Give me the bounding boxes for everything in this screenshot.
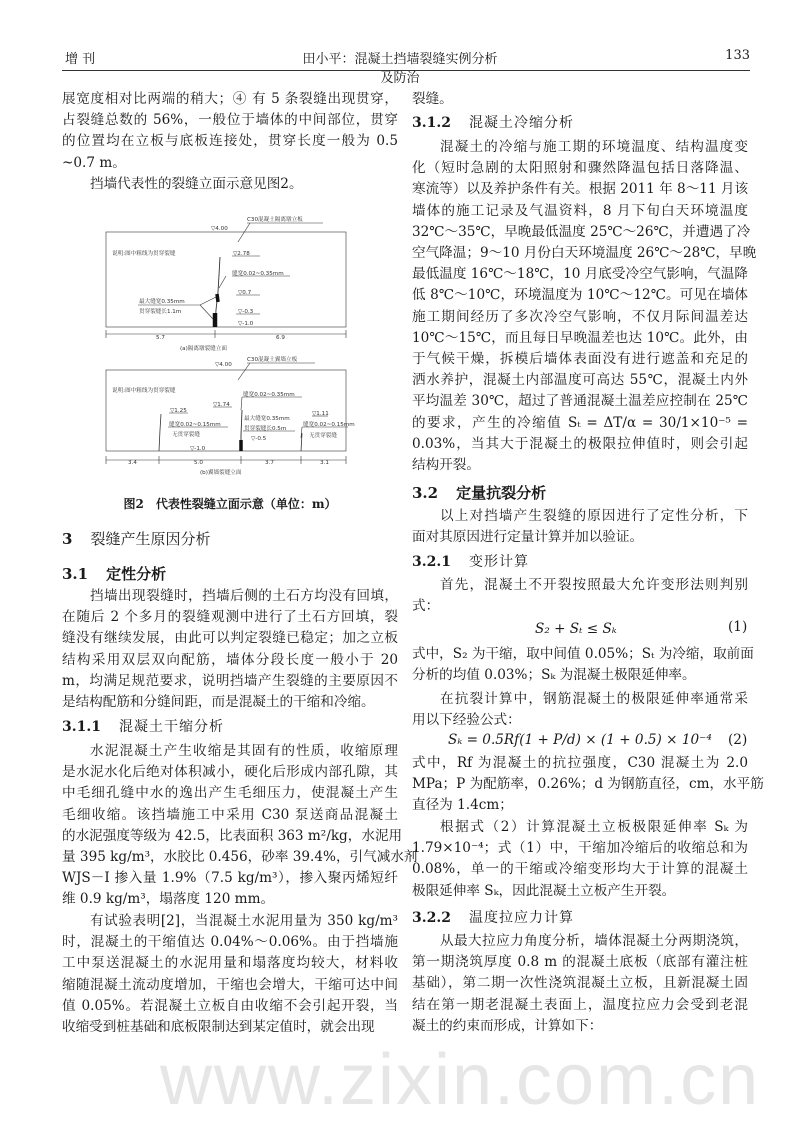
panel-caption: (b)翼墙裂缝立面 bbox=[200, 470, 242, 476]
crack-note-label: 无贯穿裂缝 bbox=[309, 433, 337, 439]
text-line: 第一期浇筑厚度 0.8 m 的混凝土底板（底部有灌注桩 bbox=[412, 954, 748, 971]
section-number: 3 bbox=[62, 530, 73, 548]
paragraph bbox=[62, 911, 398, 1038]
subsection-heading bbox=[412, 482, 546, 503]
dimension-label: 5.0 bbox=[194, 460, 203, 466]
crack-width-label: 缝宽0.02~0.35mm bbox=[243, 392, 295, 398]
text-line: 凝土的约束而形成，计算如下： bbox=[412, 1017, 603, 1034]
elevation-label: ▽1.11 bbox=[312, 411, 329, 417]
text-line: 是结构配筋和分缝间距，而是混凝土的干缩和冷缩。 bbox=[62, 694, 375, 711]
text-line: 在随后 2 个多月的裂缝观测中进行了土石方回填，裂 bbox=[62, 609, 398, 626]
callout-label: C30混凝土翼墙立板 bbox=[247, 357, 298, 363]
paragraph bbox=[412, 689, 748, 731]
elevation-label: ▽1.74 bbox=[213, 402, 230, 408]
text-line: 中毛细孔缝中水的逸出产生毛细压力，使混凝土产生 bbox=[62, 785, 398, 802]
text-line: 有试验表明[2]，当混凝土水泥用量为 350 kg/m³ bbox=[90, 913, 398, 929]
figure-caption: 图2 代表性裂缝立面示意（单位：m） bbox=[123, 497, 337, 511]
leader-line bbox=[238, 363, 250, 380]
text-line: 的水泥强度等级为 42.5，比表面积 363 m²/kg，水泥用 bbox=[62, 827, 403, 844]
crack-note-label: 无贯穿裂缝 bbox=[172, 432, 200, 438]
callout-label: C30混凝土隔离墩立板 bbox=[247, 217, 303, 223]
section-title: 变形计算 bbox=[468, 554, 529, 570]
text-line: 根据式（2）计算混凝土立板极限延伸率 Sₖ 为 bbox=[440, 819, 748, 835]
panel-caption: (a)隔离墩裂缝立面 bbox=[180, 346, 227, 352]
text-line: 0.08%，单一的干缩或冷缩变形均大于计算的混凝土 bbox=[412, 861, 748, 878]
text-line: 缝没有继续发展，由此可以判定裂缝已稳定；加之立板 bbox=[62, 630, 398, 647]
section-heading bbox=[62, 528, 210, 549]
elevation-label: ▽0.7 bbox=[238, 290, 252, 296]
paragraph bbox=[412, 817, 748, 902]
text-line: 低 8℃～10℃，环境温度为 10℃～12℃。可见在墙体 bbox=[412, 287, 748, 304]
text-line: 展宽度相对比两端的稍大；④ 有 5 条裂缝出现贯穿， bbox=[62, 91, 398, 107]
crack-line bbox=[159, 414, 161, 451]
elevation-label: ▽-0.5 bbox=[251, 436, 267, 442]
elevation-label: ▽-1.0 bbox=[238, 321, 254, 327]
equation-1: S₂ + Sₜ ≤ Sₖ bbox=[535, 621, 617, 637]
elevation-label: ▽1.25 bbox=[170, 408, 187, 414]
running-title: 田小平：混凝土挡墙裂缝实例分析及防治 bbox=[302, 52, 498, 86]
text-line: 直径为 1.4cm； bbox=[412, 797, 513, 814]
panel-a bbox=[106, 223, 346, 338]
text-line: 量 395 kg/m³，水胶比 0.456，砂率 39.4%，引气减水剂 bbox=[62, 849, 418, 866]
text-line: 的要求，产生的冷缩值 Sₜ = ΔT/α = 30/1×10⁻⁵ = bbox=[412, 414, 748, 431]
crack-width-label: 缝宽0.02~0.15mm bbox=[303, 422, 355, 428]
text-line: 于气候干燥，拆模后墙体表面没有进行遮盖和充足的 bbox=[412, 351, 748, 368]
text-line: 值 0.05%。若混凝土立板自由收缩不会引起开裂，当 bbox=[62, 997, 398, 1014]
text-line: 水泥混凝土产生收缩是其固有的性质，收缩原理 bbox=[90, 743, 398, 759]
text-line: 混凝土的冷缩与施工期的环境温度、结构温度变 bbox=[440, 139, 748, 155]
watermark: www.zixin.com.cn bbox=[160, 1040, 761, 1120]
leader-line bbox=[238, 223, 250, 242]
paragraph bbox=[62, 741, 418, 911]
crack-length-label: 贯穿裂缝长1.1m bbox=[139, 309, 182, 315]
text-line: 洒水养护，混凝土内部温度可高达 55℃，混凝土内外 bbox=[412, 372, 748, 389]
text-line: 0.03%，当其大于混凝土的极限拉伸值时，则会引起 bbox=[412, 435, 748, 452]
section-number: 3.2 bbox=[412, 484, 439, 502]
subsubsection-heading bbox=[412, 907, 574, 927]
text-line: 分析的均值 0.03%；Sₖ 为混凝土极限延伸率。 bbox=[412, 667, 696, 684]
text-line: 挡墙出现裂缝时，挡墙后侧的土石方均没有回填， bbox=[90, 588, 398, 604]
paragraph bbox=[412, 753, 764, 817]
paragraph bbox=[412, 931, 748, 1037]
paragraph bbox=[412, 575, 748, 617]
subsubsection-heading bbox=[412, 551, 529, 571]
text-line: 占裂缝总数的 56%，一般位于墙体的中间部位，贯穿 bbox=[62, 112, 398, 129]
paragraph bbox=[62, 89, 398, 174]
equation-number: (1) bbox=[728, 619, 748, 635]
section-title: 混凝土冷缩分析 bbox=[468, 115, 574, 131]
section-title: 定性分析 bbox=[106, 565, 167, 583]
text-line: 缩随混凝土流动度增加，干缩也会增大，干缩可达中间 bbox=[62, 976, 398, 993]
text-line: 挡墙代表性的裂缝立面示意见图2。 bbox=[90, 176, 303, 192]
text-line: ~0.7 m。 bbox=[62, 154, 126, 171]
text-line: 以上对挡墙产生裂缝的原因进行了定性分析，下 bbox=[440, 508, 748, 524]
text-line: 施工期间经历了多次冷空气影响，不仅月际间温差达 bbox=[412, 308, 748, 325]
section-number: 3.1.2 bbox=[412, 115, 451, 131]
text-line: 式： bbox=[412, 598, 440, 615]
max-width-label: 最大缝宽0.35mm bbox=[244, 416, 290, 422]
equation-number: (2) bbox=[728, 732, 748, 748]
text-line: 结构采用双层双向配筋，墙体分段长度一般小于 20 bbox=[62, 651, 398, 668]
text-line: 在抗裂计算中，钢筋混凝土的极限延伸率通常采 bbox=[440, 691, 748, 707]
text-line: 1.79×10⁻⁴；式（1）中，干缩加冷缩后的收缩总和为 bbox=[412, 840, 748, 857]
paragraph bbox=[412, 644, 754, 686]
crack-width-label: 缝宽0.02~0.15mm bbox=[169, 422, 221, 428]
section-title: 裂缝产生原因分析 bbox=[90, 530, 211, 548]
text-line: 从最大拉应力角度分析，墙体混凝土分两期浇筑， bbox=[440, 933, 748, 949]
dimension-label: 6.9 bbox=[276, 335, 285, 341]
text-line: 结在第一期老混凝土表面上，温度拉应力会受到老混 bbox=[412, 996, 748, 1013]
crack-thick bbox=[217, 294, 218, 302]
text-line: 10℃～15℃，而且每日早晚温差也达 10℃。此外，由 bbox=[412, 329, 748, 346]
elevation-label: ▽4.00 bbox=[211, 226, 228, 232]
subsubsection-heading bbox=[62, 716, 224, 736]
elevation-label: ▽2.78 bbox=[233, 251, 250, 257]
text-line: 是水泥水化后绝对体积减小，硬化后形成内部孔隙，其 bbox=[62, 764, 398, 781]
max-width-label: 最大缝宽0.35mm bbox=[139, 299, 185, 305]
dimension-label: 5.7 bbox=[156, 335, 165, 341]
note-label: 说明:图中粗线为贯穿裂缝 bbox=[112, 388, 176, 394]
text-line: 维 0.9 kg/m³，塌落度 120 mm。 bbox=[62, 891, 275, 908]
text-line: 面对其原因进行定量计算并加以验证。 bbox=[412, 529, 644, 546]
text-line: 极限延伸率 Sₖ，因此混凝土立板产生开裂。 bbox=[412, 882, 676, 899]
text-line: 墙体的施工记录及气温资料，8 月下旬白天环境温度 bbox=[412, 202, 748, 219]
text-line: 毛细收缩。该挡墙施工中采用 C30 泵送商品混凝土 bbox=[62, 806, 398, 823]
section-number: 3.2.2 bbox=[412, 910, 451, 926]
text-line: 基础），第二期一次性浇筑混凝土立板，且新混凝土固 bbox=[412, 975, 748, 992]
section-number: 3.1 bbox=[62, 565, 89, 583]
text-line: 的位置均在立板与底板连接处，贯穿长度一般为 0.5 bbox=[62, 133, 398, 150]
section-title: 混凝土干缩分析 bbox=[118, 719, 224, 735]
section-title: 温度拉应力计算 bbox=[468, 910, 574, 926]
figure-2-crack-elevations bbox=[90, 200, 390, 480]
text-line: 式中，S₂ 为干缩，取中间值 0.05%；Sₜ 为冷缩，取前面 bbox=[412, 646, 754, 662]
dimension-label: 3.7 bbox=[265, 460, 274, 466]
page-number: 133 bbox=[725, 48, 750, 63]
text-line: WJS－I 掺入量 1.9%（7.5 kg/m³），掺入聚丙烯短纤 bbox=[62, 870, 398, 887]
section-number: 3.2.1 bbox=[412, 554, 451, 570]
note-label: 说明:图中粗线为贯穿裂缝 bbox=[112, 251, 176, 257]
journal-issue: 增 刊 bbox=[65, 52, 96, 67]
section-number: 3.1.1 bbox=[62, 719, 101, 735]
paragraph bbox=[412, 89, 748, 110]
paragraph bbox=[412, 506, 748, 548]
text-line: 平均温差 30℃，超过了普通混凝土温差应控制在 25℃ bbox=[412, 393, 748, 410]
text-line: 式中，Rf 为混凝土的抗拉强度，C30 混凝土为 2.0 bbox=[412, 755, 748, 771]
text-line: 32℃～35℃，早晚最低温度 25℃～26℃，并遭遇了冷 bbox=[412, 223, 751, 240]
crack-length-label: 贯穿裂缝长0.5m bbox=[244, 426, 287, 432]
dimension-label: 3.1 bbox=[320, 460, 329, 466]
text-line: 最低温度 16℃～18℃，10 月底受冷空气影响，气温降 bbox=[412, 266, 748, 283]
elevation-label: ▽-0.3 bbox=[238, 309, 254, 315]
text-line: 结构开裂。 bbox=[412, 457, 480, 474]
text-line: 寒流等）以及养护条件有关。根据 2011 年 8～11 月该 bbox=[412, 181, 749, 198]
text-line: 工中泵送混凝土的水泥用量和塌落度均较大，材料收 bbox=[62, 955, 398, 972]
paragraph bbox=[412, 137, 757, 476]
crack-width-label: 缝宽0.02~0.35mm bbox=[232, 271, 284, 277]
text-line: 裂缝。 bbox=[412, 91, 453, 107]
elevation-label: ▽4.00 bbox=[215, 362, 232, 368]
subsubsection-heading bbox=[412, 112, 574, 132]
text-line: 空气降温；9～10 月份白天环境温度 26℃～28℃，早晚 bbox=[412, 245, 757, 262]
section-title: 定量抗裂分析 bbox=[456, 484, 547, 502]
text-line: 用以下经验公式： bbox=[412, 712, 521, 729]
header-rule bbox=[62, 70, 750, 71]
paragraph bbox=[62, 174, 398, 195]
text-line: m，均满足规范要求，说明挡墙产生裂缝的主要原因不 bbox=[62, 672, 398, 689]
paragraph bbox=[62, 586, 398, 713]
text-line: 化（短时急剧的太阳照射和骤然降温包括日落降温、 bbox=[412, 160, 748, 177]
elevation-label: ▽-1.0 bbox=[190, 446, 206, 452]
subsection-heading bbox=[62, 563, 166, 584]
text-line: 首先，混凝土不开裂按照最大允许变形法则判别 bbox=[440, 577, 748, 593]
dimension-label: 3.4 bbox=[128, 460, 137, 466]
text-line: MPa；P 为配筋率，0.26%；d 为钢筋直径，cm，水平筋 bbox=[412, 776, 764, 793]
equation-2: Sₖ = 0.5Rf(1 + P/d) × (1 + 0.5) × 10⁻⁴ bbox=[448, 732, 712, 748]
text-line: 收缩受到桩基础和底板限制达到某定值时，就会出现 bbox=[62, 1019, 375, 1036]
text-line: 时，混凝土的干缩值达 0.04%～0.06%。由于挡墙施 bbox=[62, 934, 398, 951]
